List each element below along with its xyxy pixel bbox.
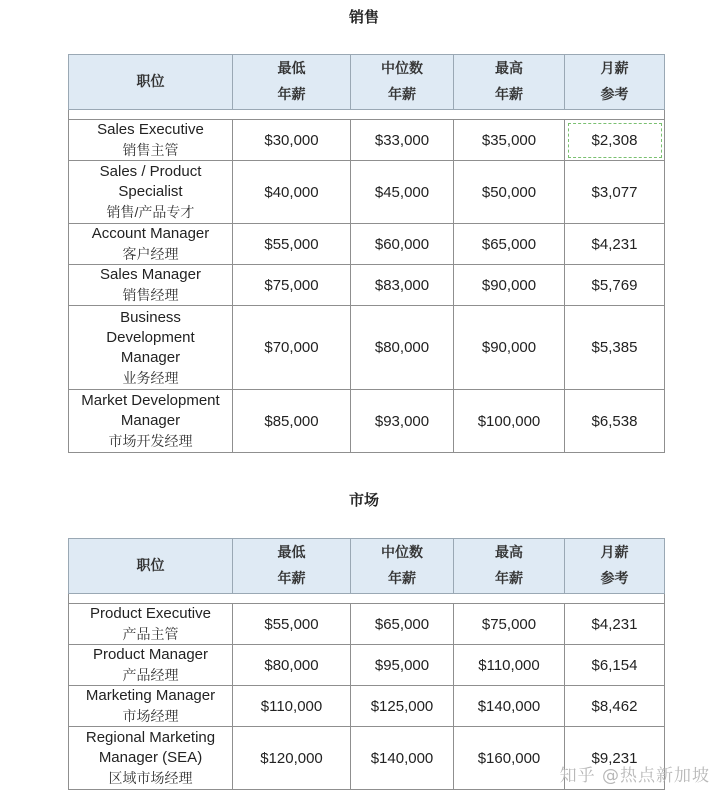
monthly-reference-cell: $5,385 <box>565 306 665 390</box>
table-row <box>69 224 665 265</box>
header-min-salary: 最低 年薪 <box>233 539 351 594</box>
role-cell: Sales Executive 销售主管 <box>69 120 233 161</box>
monthly-reference-cell: $6,154 <box>565 645 665 686</box>
min-salary-cell: $30,000 <box>233 120 351 161</box>
header-min-salary: 最低 年薪 <box>233 55 351 110</box>
table-header-row <box>69 539 665 594</box>
median-salary-cell: $80,000 <box>351 306 454 390</box>
monthly-reference-cell: $8,462 <box>565 686 665 727</box>
table-row <box>69 604 665 645</box>
min-salary-cell: $55,000 <box>233 224 351 265</box>
max-salary-cell: $160,000 <box>454 727 565 790</box>
table-row <box>69 306 665 390</box>
role-cell: Account Manager 客户经理 <box>69 224 233 265</box>
header-role: 职位 <box>69 539 233 594</box>
max-salary-cell: $50,000 <box>454 161 565 224</box>
min-salary-cell: $80,000 <box>233 645 351 686</box>
header-max-salary: 最高 年薪 <box>454 539 565 594</box>
monthly-reference-cell: $6,538 <box>565 390 665 453</box>
header-median-salary: 中位数 年薪 <box>351 539 454 594</box>
min-salary-cell: $110,000 <box>233 686 351 727</box>
max-salary-cell: $100,000 <box>454 390 565 453</box>
header-role: 职位 <box>69 55 233 110</box>
min-salary-cell: $40,000 <box>233 161 351 224</box>
sales-salary-table <box>68 54 665 453</box>
role-cell: Product Executive 产品主管 <box>69 604 233 645</box>
min-salary-cell: $75,000 <box>233 265 351 306</box>
median-salary-cell: $45,000 <box>351 161 454 224</box>
max-salary-cell: $90,000 <box>454 306 565 390</box>
table-row <box>69 265 665 306</box>
max-salary-cell: $110,000 <box>454 645 565 686</box>
marketing-salary-table <box>68 538 665 790</box>
monthly-reference-cell: $9,231 <box>565 727 665 790</box>
monthly-reference-cell: $4,231 <box>565 224 665 265</box>
table-row <box>69 161 665 224</box>
monthly-reference-cell: $2,308 <box>565 120 665 161</box>
median-salary-cell: $140,000 <box>351 727 454 790</box>
table-header-row <box>69 55 665 110</box>
sales-section-title: 销售 <box>348 8 379 26</box>
min-salary-cell: $120,000 <box>233 727 351 790</box>
median-salary-cell: $33,000 <box>351 120 454 161</box>
table-row <box>69 645 665 686</box>
role-cell: Market Development Manager 市场开发经理 <box>69 390 233 453</box>
median-salary-cell: $65,000 <box>351 604 454 645</box>
header-monthly-reference: 月薪 参考 <box>565 539 665 594</box>
role-cell: Product Manager 产品经理 <box>69 645 233 686</box>
max-salary-cell: $35,000 <box>454 120 565 161</box>
median-salary-cell: $60,000 <box>351 224 454 265</box>
median-salary-cell: $93,000 <box>351 390 454 453</box>
zhihu-watermark: 知乎 @热点新加坡 <box>559 766 710 786</box>
median-salary-cell: $95,000 <box>351 645 454 686</box>
max-salary-cell: $140,000 <box>454 686 565 727</box>
median-salary-cell: $83,000 <box>351 265 454 306</box>
min-salary-cell: $70,000 <box>233 306 351 390</box>
table-row <box>69 120 665 161</box>
role-cell: Sales Manager 销售经理 <box>69 265 233 306</box>
role-cell: Regional Marketing Manager (SEA) 区域市场经理 <box>69 727 233 790</box>
role-cell: Business Development Manager 业务经理 <box>69 306 233 390</box>
table-row <box>69 686 665 727</box>
header-max-salary: 最高 年薪 <box>454 55 565 110</box>
max-salary-cell: $90,000 <box>454 265 565 306</box>
marketing-section-title: 市场 <box>348 491 379 509</box>
min-salary-cell: $55,000 <box>233 604 351 645</box>
monthly-reference-cell: $4,231 <box>565 604 665 645</box>
header-median-salary: 中位数 年薪 <box>351 55 454 110</box>
monthly-reference-cell: $3,077 <box>565 161 665 224</box>
header-monthly-reference: 月薪 参考 <box>565 55 665 110</box>
role-cell: Marketing Manager 市场经理 <box>69 686 233 727</box>
monthly-reference-cell: $5,769 <box>565 265 665 306</box>
max-salary-cell: $65,000 <box>454 224 565 265</box>
role-cell: Sales / Product Specialist 销售/产品专才 <box>69 161 233 224</box>
table-row <box>69 390 665 453</box>
max-salary-cell: $75,000 <box>454 604 565 645</box>
min-salary-cell: $85,000 <box>233 390 351 453</box>
median-salary-cell: $125,000 <box>351 686 454 727</box>
